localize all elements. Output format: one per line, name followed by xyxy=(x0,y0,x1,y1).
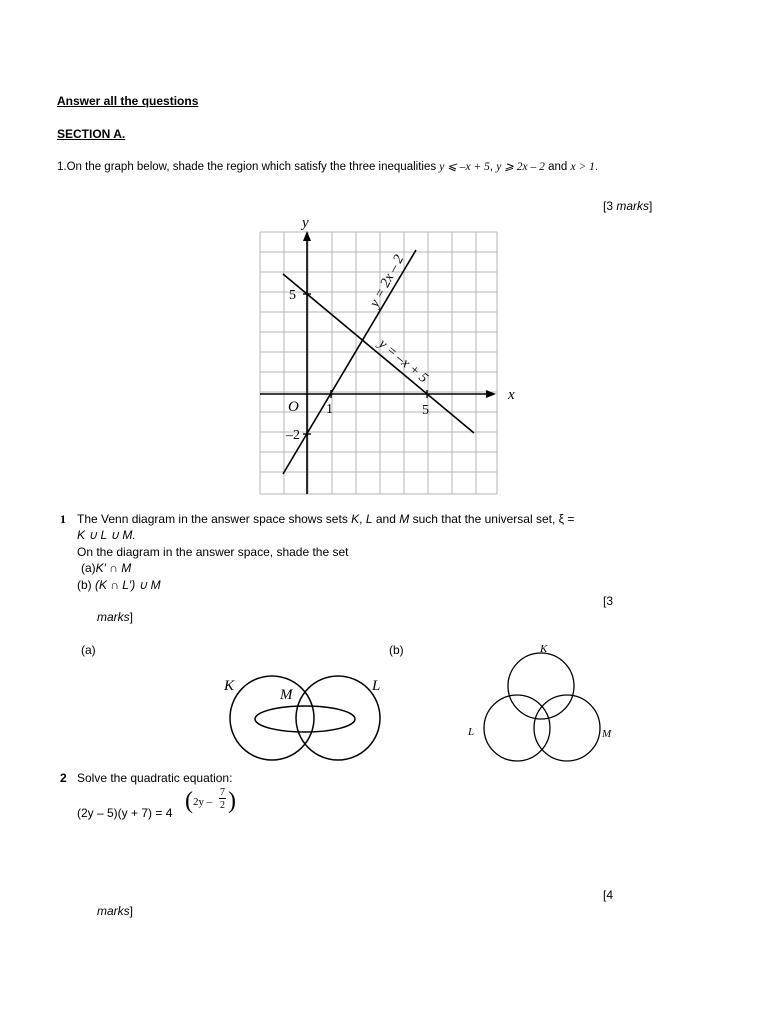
q2-line1 xyxy=(77,512,574,526)
venn-b-label-L: L xyxy=(468,726,475,738)
q1-text-pre: 1.On the graph below, shade the region which satisfy the three inequalities xyxy=(57,161,440,173)
q1-marks xyxy=(603,199,652,213)
venn-a-label-K: K xyxy=(224,678,235,694)
q3-marks-word: marks xyxy=(97,904,130,918)
q1-marks-end: ] xyxy=(649,199,653,213)
q2-line1-pre: The Venn diagram in the answer space shows sets xyxy=(77,512,352,526)
inequality-graph xyxy=(250,210,520,505)
q2-marks-word-line xyxy=(97,610,133,624)
q1-end: . xyxy=(594,161,599,173)
q2-part-b-set: (K ∩ L′) ∪ M xyxy=(95,578,161,592)
venn-a-label-M: M xyxy=(280,687,293,703)
q3-marks-num: [4 xyxy=(603,888,614,902)
venn-a-ellipse-M xyxy=(255,706,355,732)
line1-label: y = 2x – 2 xyxy=(367,252,408,310)
q3-question: Solve the quadratic equation: xyxy=(77,771,233,785)
q2-line1-and: and xyxy=(372,512,400,526)
q3-number: 2 xyxy=(60,771,67,785)
q2-line2: K ∪ L ∪ M. xyxy=(77,528,136,542)
q2-part-b-label: (b) xyxy=(77,578,95,592)
q2-line1-L: L xyxy=(365,512,373,526)
q1-marks-num: [3 xyxy=(603,199,617,213)
venn-a-circle-L xyxy=(296,676,380,760)
line2-label: y = –x + 5 xyxy=(375,336,431,387)
x-axis-label: x xyxy=(508,387,515,403)
q3-marks-word-line xyxy=(97,904,133,918)
diagram-a-label: (a) xyxy=(81,643,96,657)
venn-a-label-L: L xyxy=(372,678,381,694)
x-axis-arrow xyxy=(486,390,496,398)
q1-ineq1: y ⩽ –x + 5 xyxy=(439,161,490,173)
q2-part-a xyxy=(81,561,131,575)
tick-x5-label: 5 xyxy=(422,403,429,418)
q3-paren-close: ) xyxy=(228,788,236,814)
venn-b-circle-K xyxy=(508,653,574,719)
venn-diagram-b xyxy=(462,640,622,770)
q1-text xyxy=(57,159,598,173)
q3-marks-end: ] xyxy=(129,904,134,918)
venn-diagram-a xyxy=(220,668,395,768)
venn-b-circle-L xyxy=(484,695,550,761)
y-axis-label: y xyxy=(302,215,309,231)
q2-marks-word: marks xyxy=(97,610,130,624)
q3-frac-den: 2 xyxy=(220,800,225,811)
graph-grid xyxy=(260,232,497,494)
q3-frac-num: 7 xyxy=(220,787,225,798)
venn-b-label-K: K xyxy=(540,643,548,655)
tick-x1-label: 1 xyxy=(326,402,333,417)
q2-marks-num: [3 xyxy=(603,594,614,608)
q1-sep1: , xyxy=(489,161,497,173)
venn-a-circle-K xyxy=(230,676,314,760)
q1-ineq3: x > 1 xyxy=(570,161,595,173)
q3-equation-lhs: (2y – 5)(y + 7) = 4 xyxy=(77,806,173,820)
tick-yneg2-label: –2 xyxy=(286,428,300,443)
q3-exponent-pre: 2y – xyxy=(193,796,213,808)
q2-line1-post: such that the universal set, ξ = xyxy=(409,512,575,526)
q2-part-a-label: (a) xyxy=(81,561,96,575)
instruction-heading: Answer all the questions xyxy=(57,94,199,108)
venn-b-label-M: M xyxy=(602,728,612,740)
q2-line1-c1: , xyxy=(359,512,366,526)
q1-marks-word: marks xyxy=(616,199,650,213)
section-heading: SECTION A. xyxy=(57,127,126,141)
q2-line3: On the diagram in the answer space, shade the set xyxy=(77,545,349,559)
q3-paren-open: ( xyxy=(185,788,193,814)
q1-ineq2: y ⩾ 2x – 2 xyxy=(496,161,545,173)
q2-part-b xyxy=(77,578,161,592)
diagram-b-label: (b) xyxy=(389,643,404,657)
q2-number: 1 xyxy=(60,512,66,526)
tick-y5-label: 5 xyxy=(289,288,296,303)
origin-label: O xyxy=(288,399,299,415)
venn-b-circle-M xyxy=(534,695,600,761)
q2-part-a-set: K′ ∩ M xyxy=(95,561,132,575)
q2-line1-K: K xyxy=(351,512,360,526)
q1-sep2: and xyxy=(544,161,571,173)
q2-line1-M: M xyxy=(399,512,410,526)
q2-marks-end: ] xyxy=(129,610,134,624)
